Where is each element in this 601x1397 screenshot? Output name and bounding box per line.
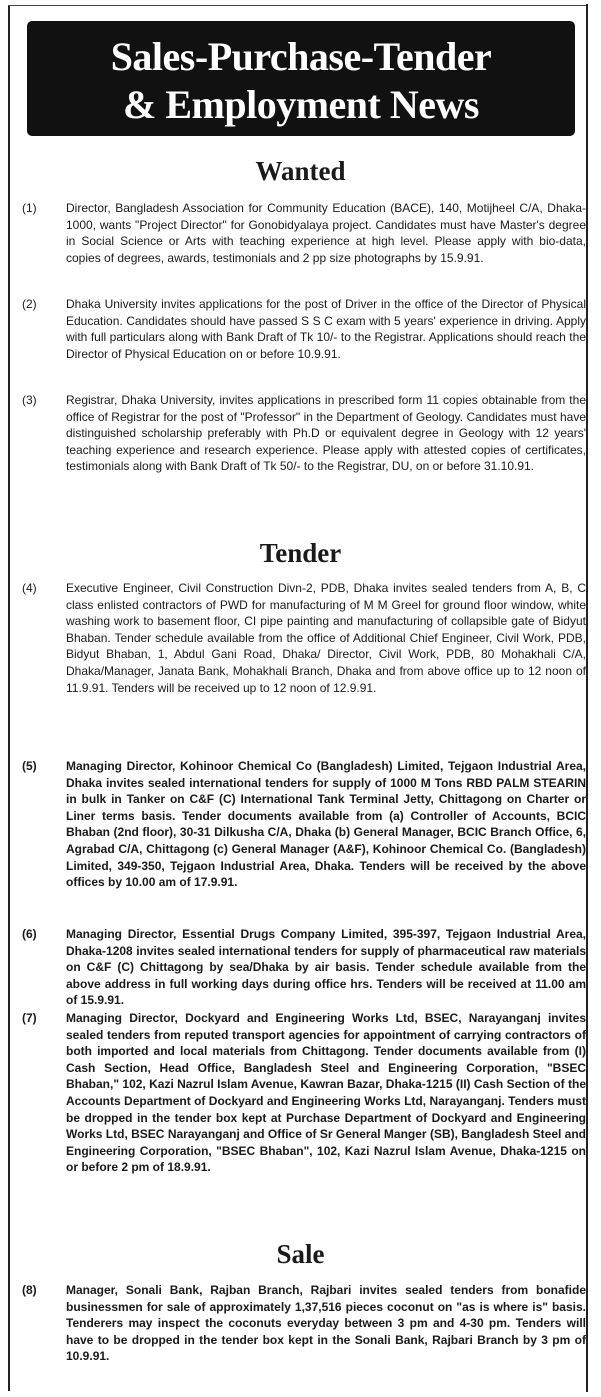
section-heading-sale: Sale (276, 1239, 325, 1269)
masthead-title-line-1: Sales-Purchase-Tender (110, 34, 492, 79)
masthead-banner (27, 21, 575, 136)
notice-text: Dhaka University invites applications for the post of Driver in the office of the Director of Physical Education. Candidates should have passed S S C exam with 5 years' experience in driving. Apply with full particulars along with Bank Draft of Tk 10/- to the Registrar. Applications should reach the Director of Physical Education on or before 10.9.91. (66, 297, 586, 361)
top-rule (8, 5, 588, 6)
notice-text: Managing Director, Kohinoor Chemical Co (Bangladesh) Limited, Tejgaon Industrial Area, Dhaka invites sealed international tenders for supply of 1000 M Tons RBD PALM STEARIN in bulk in Tanker on C&F (C) International Tank Terminal Jetty, Chittagong on Charter or Liner terms basis. Tender documents available from (a) Controller of Accounts, BCIC Bhaban (2nd floor), 30-31 Dilkusha C/A, Dhaka (b) General Manager, BCIC Branch Office, 6, Agrabad C/A, Chittagong (c) General Manager (A&F), Kohinoor Chemical Co. (Bangladesh) Limited, 349-350, Tejgaon Industrial Area, Dhaka. Tenders will be received by the above offices by 10.00 am of 17.9.91. (66, 759, 586, 890)
notice-text: Registrar, Dhaka University, invites applications in prescribed form 11 copies obtainable from the office of Registrar for the post of "Professor" in the Department of Geology. Candidates must have distinguished scholarship preferably with Ph.D or equivalent degree in Geology with 12 years' teaching experience and research experience. Please apply with attested copies of certificates, testimonials along with Bank Draft of Tk 50/- to the Registrar, DU, on or before 31.10.91. (66, 393, 586, 474)
notice-number: (1) (22, 201, 37, 215)
masthead-title-line-2: & Employment News (123, 82, 479, 127)
notice-number: (8) (22, 1283, 37, 1297)
notice-text: Director, Bangladesh Association for Community Education (BACE), 140, Motijheel C/A, Dhaka-1000, wants "Project Director" for Gonobidyalaya project. Candidates must have Master's degree in Social Science or Arts with teaching experience at high level. Please apply with bio-data, copies of degrees, awards, testimonials and 2 pp size photographs by 15.9.91. (66, 201, 586, 265)
notice-text: Managing Director, Dockyard and Engineering Works Ltd, BSEC, Narayanganj invites sealed tenders from reputed transport agencies for appointment of carrying contractors of both imported and local materials from Chittagong. Tender documents available from (I) Cash Section, Head Office, Bangladesh Steel and Engineering Corporation, "BSEC Bhaban," 102, Kazi Nazrul Islam Avenue, Kawran Bazar, Dhaka-1215 (II) Cash Section of the Accounts Department of Dockyard and Engineering Works Ltd, Narayanganj. Tenders must be dropped in the tender box kept at Purchase Department of Dockyard and Engineering Works Ltd, BSEC Narayanganj and Office of Sr General Manger (SB), Bangladesh Steel and Engineering Corporation, "BSEC Bhaban", 102, Kazi Nazrul Islam Avenue, Dhaka-1215 on or before 2 pm of 18.9.91. (66, 1011, 586, 1175)
right-column-rule (586, 4, 588, 1392)
section-heading-tender: Tender (259, 538, 342, 568)
notice-number: (2) (22, 297, 37, 311)
left-column-rule (8, 6, 10, 1391)
notice-number: (5) (22, 759, 37, 773)
notice-number: (6) (22, 927, 37, 941)
notice-number: (3) (22, 393, 37, 407)
notice-text: Manager, Sonali Bank, Rajban Branch, Rajbari invites sealed tenders from bonafide businessmen for sale of approximately 1,37,516 pieces coconut on "as is where is" basis. Tenderers may inspect the coconuts everyday between 3 pm and 4-30 pm. Tenders will have to be dropped in the tender box kept in the Sonali Bank, Rajbari Branch by 3 pm of 10.9.91. (66, 1283, 586, 1364)
section-heading-wanted: Wanted (255, 156, 346, 186)
notice-text: Executive Engineer, Civil Construction Divn-2, PDB, Dhaka invites sealed tenders from A, B, C class enlisted contractors of PWD for manufacturing of M M Greel for ground floor window, white washing work to basement floor, CI pipe painting and manufacturing of collapsible gate of Bidyut Bhaban. Tender schedule available from the office of Additional Chief Engineer, Civil Work, PDB, Bidyut Bhaban, 1, Abdul Gani Road, Dhaka/ Director, Civil Work, PDB, 80 Mohakhali C/A, Dhaka/Manager, Janata Bank, Mohakhali Branch, Dhaka and from above office up to 12 noon of 11.9.91. Tenders will be received up to 12 noon of 12.9.91. (66, 581, 586, 695)
notice-text: Managing Director, Essential Drugs Company Limited, 395-397, Tejgaon Industrial Area, Dhaka-1208 invites sealed international tenders for supply of pharmaceutical raw materials on C&F (C) Chittagong by sea/Dhaka by air basis. Tender schedule available from the above address in full working days during office hrs. Tenders will be received at 11.00 am of 15.9.91. (66, 927, 586, 1008)
notice-number: (4) (22, 581, 37, 595)
notice-number: (7) (22, 1011, 37, 1025)
